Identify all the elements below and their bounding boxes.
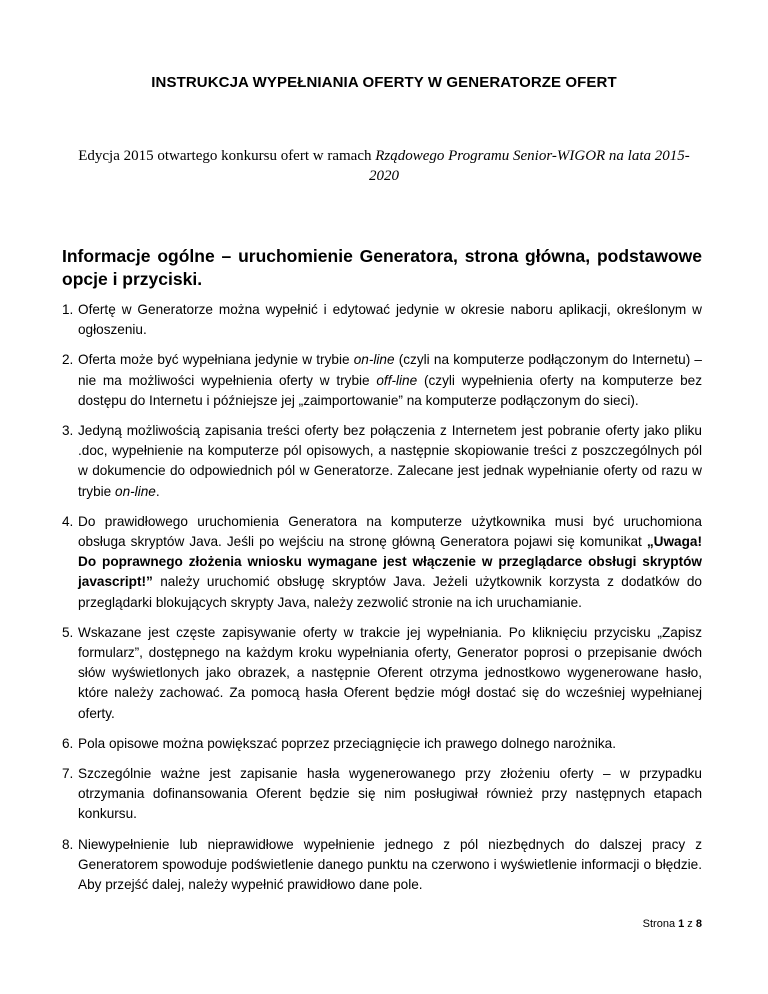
list-number: 1.	[62, 302, 74, 317]
list-item-8	[62, 835, 702, 896]
list-item-4	[62, 512, 702, 613]
list-item-6	[62, 734, 702, 754]
list-item-text: Do prawidłowego uruchomienia Generatora na komputerze użytkownika musi być uruchomiona obsługa skryptów Java. Jeśli po wejściu na stronę główną Generatora pojawi się komunikat	[78, 513, 702, 550]
list-item-italic: on-line	[353, 352, 395, 368]
edition-subtitle	[70, 146, 698, 186]
list-item-text: Szczególnie ważne jest zapisanie hasła wygenerowanego przy złożeniu oferty – w przypadku otrzymania dofinansowania Oferent będzie się nim posługiwał również przy następnych etapach konkursu.	[78, 766, 702, 822]
list-item-3	[62, 421, 702, 502]
document-title: INSTRUKCJA WYPEŁNIANIA OFERTY W GENERATORZE OFERT	[151, 74, 617, 91]
list-item-text: należy uruchomić obsługę skryptów Java. Jeżeli użytkownik korzysta z dodatków do przeglądarki blokujących skrypty Java, należy zezwolić stronie na ich uruchamianie.	[78, 574, 702, 610]
list-item-text: Oferta może być wypełniana jedynie w trybie	[78, 352, 354, 368]
list-number: 4.	[62, 513, 74, 529]
section-heading: Informacje ogólne – uruchomienie Generatora, strona główna, podstawowe opcje i przyciski.	[62, 246, 702, 289]
list-number: 3.	[62, 423, 74, 439]
instructions-list	[62, 300, 702, 895]
list-item-5	[62, 623, 702, 724]
list-number: 5.	[62, 624, 74, 640]
list-item-text: .	[155, 483, 160, 499]
edition-text: Edycja 2015 otwartego konkursu ofert w ramach	[78, 148, 376, 164]
list-item-7	[62, 764, 702, 825]
list-number: 8.	[62, 836, 74, 852]
javascript-warning-message: „Uwaga! Do poprawnego złożenia wniosku wymagane jest włączenie w przeglądarce obsługi skryptów javascript!”	[78, 534, 702, 590]
list-item-text: Wskazane jest częste zapisywanie oferty w trakcie jej wypełniania. Po kliknięciu przycisku „Zapisz formularz”, dostępnego na każdym kroku wypełniania oferty, Generator poprosi o przepisanie dwóch słów wyświetlonych jako obrazek, a następnie Oferent otrzyma jednostkowo wygenerowane hasło, które należy zachować. Za pomocą hasła Oferent będzie mógł dostać się do wcześniej wypełnianej oferty.	[78, 624, 702, 721]
list-item-text: (czyli wypełnienia oferty na komputerze bez dostępu do Internetu i późniejsze jej „zaimportowanie” na komputerze podłączonym do sieci).	[78, 372, 702, 408]
list-number: 2.	[62, 352, 74, 368]
list-number: 7.	[62, 766, 74, 782]
page-number	[643, 918, 702, 930]
list-item-text: (czyli na komputerze podłączonym do Internetu) – nie ma możliwości wypełnienia oferty w trybie	[78, 352, 702, 388]
list-item-italic: off-line	[376, 372, 418, 388]
page-label: Strona	[642, 918, 679, 930]
list-item-2	[62, 350, 702, 411]
program-name: Rządowego Programu Senior-WIGOR na lata 2015-2020	[369, 148, 690, 184]
list-number: 6.	[62, 735, 74, 751]
page-separator: z	[684, 918, 696, 930]
list-item-text: Jedyną możliwością zapisania treści oferty bez połączenia z Internetem jest pobranie oferty jako pliku .doc, wypełnienie na komputerze pól opisowych, a następnie skopiowanie treści z poszczególnych pól w dokumencie do odpowiednich pól w Generatorze. Zalecane jest jednak wypełnianie oferty od razu w trybie	[78, 423, 702, 499]
total-pages: 8	[695, 918, 702, 930]
list-item-text: Pola opisowe można powiększać poprzez przeciągnięcie ich prawego dolnego narożnika.	[78, 735, 617, 751]
list-item-1	[62, 300, 702, 340]
list-item-text: Niewypełnienie lub nieprawidłowe wypełnienie jednego z pól niezbędnych do dalszej pracy z Generatorem spowoduje podświetlenie danego punktu na czerwono i wyświetlenie informacji o błędzie. Aby przejść dalej, należy wypełnić prawidłowo dane pole.	[78, 836, 702, 893]
list-item-text: Ofertę w Generatorze można wypełnić i edytować jedynie w okresie naboru aplikacji, określonym w ogłoszeniu.	[78, 302, 702, 338]
list-item-italic: on-line	[115, 483, 156, 499]
current-page: 1	[678, 918, 685, 930]
